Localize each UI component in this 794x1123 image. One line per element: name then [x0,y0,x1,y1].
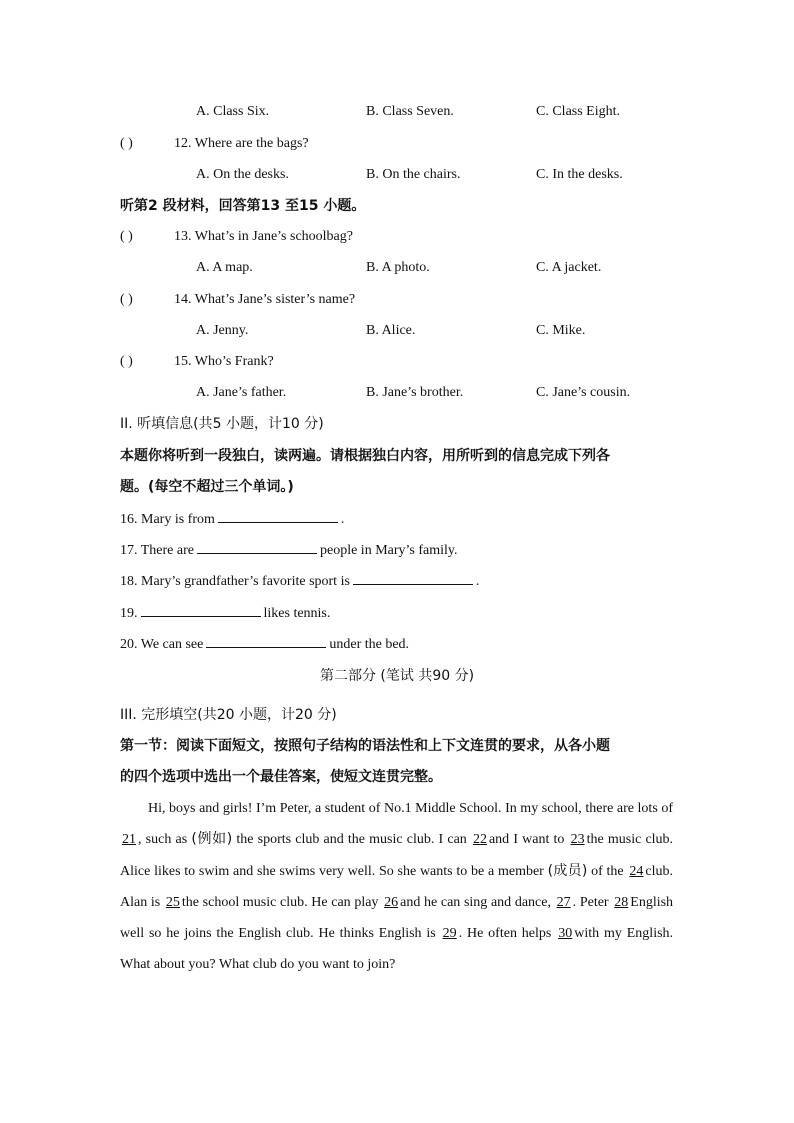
q13-stem-line [120,227,353,247]
q20-text-after: under the bed. [329,637,410,652]
q18-blank[interactable] [353,570,473,585]
passage-text: the music club. Alice likes to swim and she swims very well. So she wants to be a member [120,832,674,879]
q16-text-before: 16. Mary is from [120,512,215,527]
q15-option-c: C. Jane’s cousin. [536,385,631,400]
q17-blank[interactable] [197,539,317,554]
answer-paren[interactable]: ( ) [120,292,133,307]
q14-option-c: C. Mike. [536,323,586,338]
q11-option-a: A. Class Six. [196,104,270,119]
passage-text: of the [591,863,624,879]
passage-text: and he can sing and dance, [400,894,551,910]
blank-29[interactable]: 29 [442,926,457,942]
passage-text: . Peter [572,894,609,910]
passage-text: English well so he joins the English club. He thinks English is [120,894,674,942]
q19-blank[interactable] [141,602,261,617]
blank-23[interactable]: 23 [570,832,585,848]
q11-option-b: B. Class Seven. [366,104,454,119]
q15-stem-line [120,352,274,372]
q18-text-before: 18. Mary’s grandfather’s favorite sport is [120,574,350,589]
answer-paren[interactable]: ( ) [120,229,133,244]
q17-text-before: 17. There are [120,543,194,558]
q12-option-a: A. On the desks. [196,167,289,182]
blank-26[interactable]: 26 [384,894,399,910]
answer-paren[interactable]: ( ) [120,354,133,369]
q16-text-after: . [340,512,345,527]
q16-blank[interactable] [218,508,338,523]
cloze-passage [120,793,673,981]
q15-stem: 15. Who’s Frank? [174,354,274,369]
q12-stem-line [120,134,309,154]
q12-option-b: B. On the chairs. [366,167,461,182]
blank-25[interactable]: 25 [165,894,180,910]
q14-option-b: B. Alice. [366,323,416,338]
q14-stem-line [120,290,355,310]
q13-option-a: A. A map. [196,260,253,275]
passage-text: the school music club. He can play [181,894,379,910]
passage-text: , such as [138,832,188,848]
q19-text-before: 19. [120,606,138,621]
q13-option-b: B. A photo. [366,260,430,275]
q14-stem: 14. What’s Jane’s sister’s name? [174,292,356,307]
q18-line [120,570,479,592]
part2-heading: II. 听填信息(共5 小题，计10 分) [120,416,324,432]
blank-30[interactable]: 30 [558,926,573,942]
passage-text: Hi, boys and girls! I’m Peter, a student of No.1 Middle School. In my school, there are lots of [148,801,673,816]
passage-text: with my English. What about you? What club do you want to join? [120,926,674,973]
q20-text-before: 20. We can see [120,637,204,652]
q17-text-after: people in Mary’s family. [319,543,458,558]
passage-text: the sports club and the music club. I can [236,832,467,848]
q18-text-after: . [475,574,480,589]
blank-27[interactable]: 27 [556,894,571,910]
part3-instructions-line2: 的四个选项中选出一个最佳答案，使短文连贯完整。 [120,769,442,785]
q14-option-a: A. Jenny. [196,323,249,338]
q13-option-c: C. A jacket. [536,260,602,275]
listening-section2-intro: 听第2 段材料，回答第13 至15 小题。 [120,198,366,214]
blank-21[interactable]: 21 [122,832,136,848]
q13-stem: 13. What’s in Jane’s schoolbag? [174,229,353,244]
q16-line [120,508,344,530]
q15-option-a: A. Jane’s father. [196,385,287,400]
blank-24[interactable]: 24 [629,863,644,879]
passage-text: and I want to [488,832,565,848]
q20-line [120,633,409,655]
passage-text: club. Alan is [120,863,674,910]
part2-instructions-line1: 本题你将听到一段独白，读两遍。请根据独白内容，用所听到的信息完成下列各 [120,448,610,464]
passage-gloss: (成员) [547,862,588,879]
q17-line [120,539,458,561]
q12-stem: 12. Where are the bags? [174,136,309,151]
answer-paren[interactable]: ( ) [120,136,133,151]
passage-text: . He often helps [458,926,552,942]
q19-text-after: likes tennis. [263,606,331,621]
part2-instructions-line2: 题。(每空不超过三个单词。) [120,479,294,495]
q20-blank[interactable] [206,633,326,648]
written-part-title: 第二部分 (笔试 共90 分) [319,668,475,684]
q19-line [120,602,330,624]
q12-option-c: C. In the desks. [536,167,623,182]
part3-heading: III. 完形填空(共20 小题，计20 分) [120,707,337,723]
passage-gloss: (例如) [191,831,233,848]
blank-28[interactable]: 28 [614,894,629,910]
q11-option-c: C. Class Eight. [536,104,621,119]
part3-instructions-line1: 第一节：阅读下面短文，按照句子结构的语法性和上下文连贯的要求，从各小题 [120,738,610,754]
blank-22[interactable]: 22 [472,832,487,848]
q15-option-b: B. Jane’s brother. [366,385,464,400]
